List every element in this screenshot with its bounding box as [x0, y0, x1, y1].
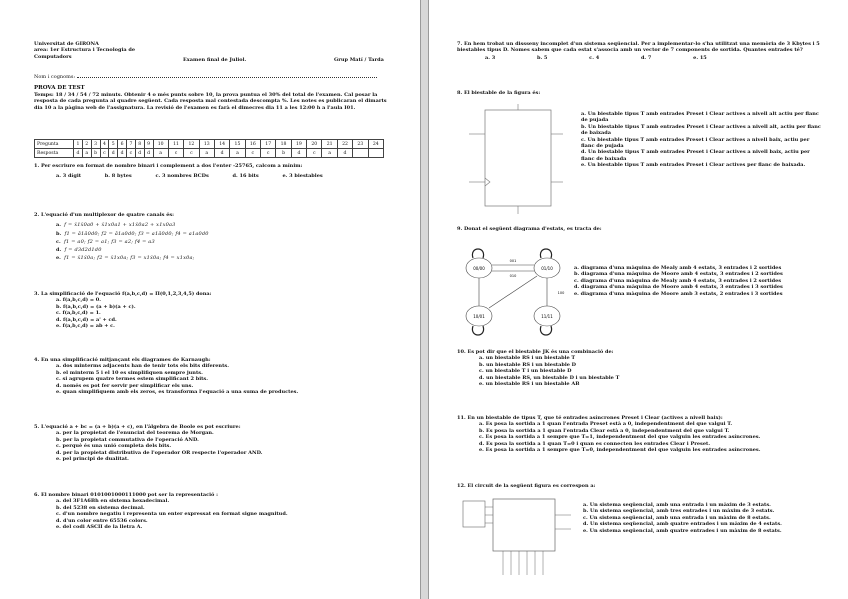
circuit-figure	[459, 495, 579, 580]
question-stem: 3. La simplificació de l'equació f(a,b,c,d) = Π(0,1,2,3,4,5) dona:	[34, 291, 212, 297]
formula: f = d3d2d1d0	[64, 247, 102, 254]
answer-cell[interactable]: d	[74, 149, 83, 158]
question-2	[34, 212, 394, 262]
answer-cell[interactable]: c	[307, 149, 322, 158]
option[interactable]: d. diagrama d'una màquina de Moore amb 4 estats, 3 entrades i 3 sortides	[574, 284, 783, 291]
question-11	[457, 415, 829, 453]
state-diagram	[459, 240, 574, 340]
answer-cell[interactable]	[353, 149, 368, 158]
self-loop	[540, 326, 551, 335]
option[interactable]: c. 4	[589, 54, 600, 61]
answer-cell[interactable]: a	[230, 149, 245, 158]
gate-block	[463, 501, 485, 527]
answer-cell[interactable]: b	[91, 149, 100, 158]
question-number-cell: 8	[135, 140, 144, 149]
formula: f1 = ā1ā0d0; f2 = ā1a0d0; f3 = a1ā0d0; f4 = a1a0d0	[64, 230, 209, 237]
answer-cell[interactable]: a	[82, 149, 91, 158]
question-number-cell: 4	[100, 140, 109, 149]
option[interactable]: e. 3 biestables	[282, 173, 323, 180]
option[interactable]: c. diagrama d'una màquina de Mealy amb 4 estats, 3 entrades i 2 sortides	[574, 277, 782, 284]
question-stem: 5. L'equació a + bc = (a + b)(a + c), en l'àlgebra de Boole es pot escriure:	[34, 424, 241, 430]
question-number-cell: 17	[261, 140, 276, 149]
option[interactable]: a. diagrama d'una màquina de Mealy amb 4 estats, 3 entrades i 2 sortides	[574, 265, 782, 271]
document-page-1	[0, 0, 421, 599]
question-number-cell: 14	[214, 140, 229, 149]
formula: f1 = a0; f2 = a1; f3 = a2; f4 = a3	[63, 238, 155, 245]
question-4	[34, 357, 394, 395]
option[interactable]: a. Un biestable tipus T amb entrades Preset i Clear actives a nivell alt actiu per flanc de pujada	[581, 111, 819, 124]
answer-cell[interactable]: c	[245, 149, 260, 158]
question-8-options	[581, 111, 821, 169]
answer-cell[interactable]: d	[109, 149, 118, 158]
name-field[interactable]	[34, 73, 386, 80]
test-title: PROVA DE TEST	[34, 85, 85, 91]
question-number-cell: 24	[368, 140, 383, 149]
question-12-options	[583, 502, 828, 534]
answer-cell[interactable]: d	[214, 149, 229, 158]
option[interactable]: c. si agrupem quatre termes estem simplificant 2 bits.	[56, 376, 208, 383]
answer-cell[interactable]: c	[261, 149, 276, 158]
question-number-cell: 18	[276, 140, 291, 149]
option[interactable]: d. f(a,b,c,d) = a' + cd.	[56, 316, 117, 323]
option[interactable]: b. 5	[536, 54, 548, 61]
option[interactable]: c. f(a,b,c,d) = 1.	[56, 310, 101, 317]
answer-table-question-row	[35, 140, 384, 149]
formula: f1 = x̄1x̄0a; f2 = x̄1x0a; f3 = x1x̄0a; f4 = x1x0a;	[64, 255, 195, 262]
answer-table-answer-row	[35, 149, 384, 158]
transition-label: 010	[509, 274, 517, 278]
question-number-cell: 2	[82, 140, 91, 149]
question-8-title: 8. El biestable de la figura és:	[457, 90, 541, 96]
page-gap	[420, 0, 428, 599]
question-7	[457, 41, 823, 61]
test-instructions: Temps: 18 / 34 / 54 / 72 minuts. Obtenir 4 o més punts sobre 10, la prova puntua el 30% del total de l'examen. Cal posar la resposta de cada pregunta al quadre següent. Cada resposta mal contestada descompta %. Les notes es publicaran el dimarts dia 10 a la pàgina web de l'assignatura. La revisió de l'examen es farà el dimecres dia 11 a les 12:00 h a l'aula I01.	[34, 92, 387, 111]
option[interactable]: d. f = d3d2d1d0	[56, 247, 102, 254]
option[interactable]: e. pel principi de dualitat.	[56, 456, 129, 463]
answer-cell[interactable]: b	[276, 149, 291, 158]
option[interactable]: d. només es pot fer servir per simplificar els uns.	[56, 382, 194, 389]
question-6	[34, 492, 394, 530]
state-label: 11/11	[541, 314, 553, 319]
option[interactable]: c. f1 = a0; f2 = a1; f3 = a2; f4 = a3	[56, 238, 155, 245]
option[interactable]: c. Un biestable tipus T amb entrades Preset i Clear actives a nivell baix, actiu per flanc de pujada	[581, 136, 810, 150]
option[interactable]: e. f(a,b,c,d) = ab + c.	[56, 323, 115, 330]
option[interactable]: b. Un biestable tipus T amb entrades Preset i Clear actives a nivell alt, actiu per flanc de baixada	[581, 123, 821, 137]
self-loop	[472, 326, 483, 335]
question-stem: 2. L'equació d'un multiplexor de quatre canals és:	[34, 212, 175, 218]
option[interactable]: d. Un biestable tipus T amb entrades Preset i Clear actives a nivell baix, actiu per flanc de baixada	[581, 149, 810, 162]
formula: f = x̄1x̄0a0 + x̄1x0a1 + x1x̄0a2 + x1x0a3	[64, 222, 176, 229]
self-loop	[540, 249, 551, 258]
answer-cell[interactable]	[368, 149, 383, 158]
clock-triangle	[485, 178, 490, 186]
state-label: 10/01	[473, 314, 485, 319]
row-label: Resposta	[35, 149, 74, 158]
option[interactable]: d. per la propietat distributiva de l'operador OR respecte l'operador AND.	[56, 449, 263, 456]
option[interactable]: b. el minterm 5 i el 10 es simplifiquen sempre junts.	[56, 369, 203, 376]
question-stem: 7. En hem trobat un dissseny incomplet d'un sistema seqüencial. Per a implementar-lo s'ha utilitzat una memòria de 3 Kbytes i 5 biestables tipus D. Nomes sabem que cada estat s'associa amb un vector de 7 components de sortida. Quantes entrades té?	[457, 41, 820, 54]
option[interactable]: a. del 3F1A6Bh en sistema hexadecimal.	[56, 498, 170, 505]
option[interactable]: b. del 5238 en sistema decimal.	[56, 504, 145, 511]
answer-cell[interactable]: c	[168, 149, 183, 158]
answer-cell[interactable]: a	[199, 149, 214, 158]
option[interactable]: c. un biestable T i un biestable D	[479, 368, 572, 375]
option[interactable]: e. diagrama d'una màquina de Moore amb 3 estats, 2 entrades i 3 sortides	[574, 290, 783, 297]
question-9-options	[574, 265, 824, 297]
question-stem: 6. El nombre binari 0101001000111000 pot ser la representació :	[34, 492, 218, 498]
answer-cell[interactable]: c	[184, 149, 199, 158]
option[interactable]: c. perquè és una unió completa dels bits.	[56, 443, 172, 450]
option[interactable]: b. per la propietat commutativa de l'operació AND.	[56, 436, 199, 443]
university-line: Computadors	[34, 53, 72, 60]
question-12-title: 12. El circuit de la següent figura es correspon a:	[457, 483, 596, 489]
question-number-cell: 12	[184, 140, 199, 149]
option[interactable]: c. Un sistema seqüencial, amb una entrada i un màxim de 8 estats.	[583, 514, 771, 521]
question-number-cell: 3	[91, 140, 100, 149]
option[interactable]: a. 3	[485, 54, 496, 61]
answer-table	[34, 139, 384, 158]
option[interactable]: a. f(a,b,c,d) = 0.	[56, 297, 101, 304]
answer-cell[interactable]: d	[118, 149, 127, 158]
question-number-cell: 15	[230, 140, 245, 149]
option[interactable]: d. Un sistema seqüencial, amb quatre entrades i un màxim de 4 estats.	[583, 521, 782, 528]
option[interactable]: b. Un sistema seqüencial, amb tres entrades i un màxim de 3 estats.	[583, 508, 775, 515]
question-stem: 11. En un biestable de tipus T, que té entrades asíncrones Preset i Clear (actives a nivell baix):	[457, 415, 723, 421]
question-9-title: 9. Donat el següent diagrama d'estats, es tracta de:	[457, 226, 602, 232]
option[interactable]: e. un biestable RS i un biestable AB	[479, 381, 580, 388]
transition-label: 001	[509, 259, 517, 263]
question-number-cell: 11	[168, 140, 183, 149]
option[interactable]: d. 7	[640, 54, 652, 61]
option[interactable]: b. Es posa la sortida a 1 quan l'entrada Clear està a 0, independentment del que valgui T.	[479, 427, 730, 434]
question-5	[34, 424, 394, 462]
question-number-cell: 13	[199, 140, 214, 149]
option[interactable]: c. d'un nombre negatiu i representa un enter expressat en format signe magnitud.	[56, 511, 288, 518]
question-number-cell: 6	[118, 140, 127, 149]
answer-cell[interactable]: c	[100, 149, 109, 158]
transition-arrow	[489, 276, 537, 308]
answer-cell[interactable]: c	[127, 149, 136, 158]
option[interactable]: a. f = x̄1x̄0a0 + x̄1x0a1 + x1x̄0a2 + x1x0a3	[56, 222, 176, 229]
option[interactable]: a. Es posa la sortida a 1 quan l'entrada Preset està a 0, independentment del que valgui T.	[479, 421, 733, 428]
state-label: 01/10	[541, 266, 553, 271]
option[interactable]: e. Un biestable tipus T amb entrades Preset i Clear actives per flanc de baixada.	[581, 162, 806, 169]
answer-cell[interactable]: a	[153, 149, 168, 158]
question-number-cell: 21	[322, 140, 337, 149]
option[interactable]: b. f(a,b,c,d) = (a + b)(a + c).	[56, 303, 136, 310]
option[interactable]: d. un biestable RS, un biestable D i un biestable T	[479, 374, 620, 381]
university-line: Universitat de GIRONA	[34, 41, 99, 47]
option[interactable]: e. f1 = x̄1x̄0a; f2 = x̄1x0a; f3 = x1x̄0a; f4 = x1x0a;	[56, 255, 195, 262]
question-10	[457, 349, 823, 387]
option[interactable]: d. 16 bits	[232, 173, 259, 180]
question-number-cell: 1	[74, 140, 83, 149]
option[interactable]: b. f1 = ā1ā0d0; f2 = ā1a0d0; f3 = a1ā0d0; f4 = a1a0d0	[56, 230, 209, 237]
option[interactable]: b. un biestable RS i un biestable D	[479, 361, 576, 368]
answer-cell[interactable]: d	[144, 149, 153, 158]
option[interactable]: e. Un sistema seqüencial, amb quatre entrades i un màxim de 8 estats.	[583, 527, 782, 534]
option[interactable]: a. 3 dígit	[56, 173, 82, 180]
flipflop-body	[485, 110, 551, 206]
option[interactable]: b. 8 bytes	[104, 173, 132, 180]
transition-label: 100	[557, 291, 565, 295]
group-label: Grup Matí / Tarda	[334, 57, 384, 63]
option[interactable]: b. diagrama d'una màquina de Moore amb 4 estats, 3 entrades i 2 sortides	[574, 271, 783, 278]
option[interactable]: e. quan simplifiquem amb els zeros, es transforma l'equació a una suma de productes.	[56, 389, 299, 396]
question-number-cell: 16	[245, 140, 260, 149]
document-page-2	[428, 0, 848, 599]
answer-cell[interactable]: d	[291, 149, 306, 158]
option[interactable]: a. un biestable RS i un biestable T	[479, 355, 576, 362]
flipflop-figure	[465, 104, 565, 214]
memory-block	[493, 499, 555, 551]
question-number-cell: 19	[291, 140, 306, 149]
answer-cell[interactable]: d	[337, 149, 352, 158]
university-line: area: 1er Estructura i Tecnologia de	[34, 47, 135, 54]
option[interactable]: e. Es posa la sortida a 1 sempre que T=0, independentment del que valguin les entrades asíncrones.	[479, 447, 761, 454]
option[interactable]: c. Es posa la sortida a 1 sempre que T=1, independentment del que valguin les entrades asíncrones.	[479, 434, 761, 441]
exam-title: Examen final de Juliol.	[183, 57, 247, 63]
question-stem: 10. Es pot dir que el biestable JK és una combinació de:	[457, 349, 614, 355]
option[interactable]: e. 15	[693, 54, 707, 61]
answer-cell[interactable]: a	[322, 149, 337, 158]
question-number-cell: 9	[144, 140, 153, 149]
question-stem: 1. Per escriure en format de nombre binari i complement a dos l'enter -25765, calcom a mínim:	[34, 163, 303, 169]
question-number-cell: 5	[109, 140, 118, 149]
row-label: Pregunta	[35, 140, 74, 149]
question-number-cell: 20	[307, 140, 322, 149]
option[interactable]: a. Un sistema seqüencial, amb una entrada i un màxim de 3 estats.	[583, 502, 771, 508]
question-number-cell: 7	[127, 140, 136, 149]
name-dotted-line	[77, 73, 377, 78]
question-stem: 4. En una simplificació mitjançant els diagrames de Karnaugh:	[34, 357, 211, 363]
question-number-cell: 22	[337, 140, 352, 149]
option[interactable]: a. per la propietat de l'enunciat del teorema de Morgan.	[56, 430, 214, 437]
answer-cell[interactable]: d	[135, 149, 144, 158]
name-label: Nom i cognoms:	[34, 74, 76, 80]
option[interactable]: a. dos minterms adjacents han de tenir tots els bits diferents.	[56, 363, 229, 370]
option[interactable]: d. d'un color entre 65536 colors.	[56, 517, 148, 524]
option[interactable]: e. del codi ASCII de la lletra A.	[56, 524, 143, 531]
question-1	[34, 163, 394, 180]
state-label: 00/00	[473, 266, 485, 271]
question-3	[34, 291, 394, 329]
university-header	[34, 41, 164, 60]
self-loop	[472, 249, 483, 258]
question-number-cell: 10	[153, 140, 168, 149]
option[interactable]: c. 3 nombres BCDs	[155, 173, 209, 180]
option[interactable]: d. Es posa la sortida a 1 quan T=0 i quan es connecten les entrades Clear i Preset.	[479, 440, 711, 447]
question-number-cell: 23	[353, 140, 368, 149]
